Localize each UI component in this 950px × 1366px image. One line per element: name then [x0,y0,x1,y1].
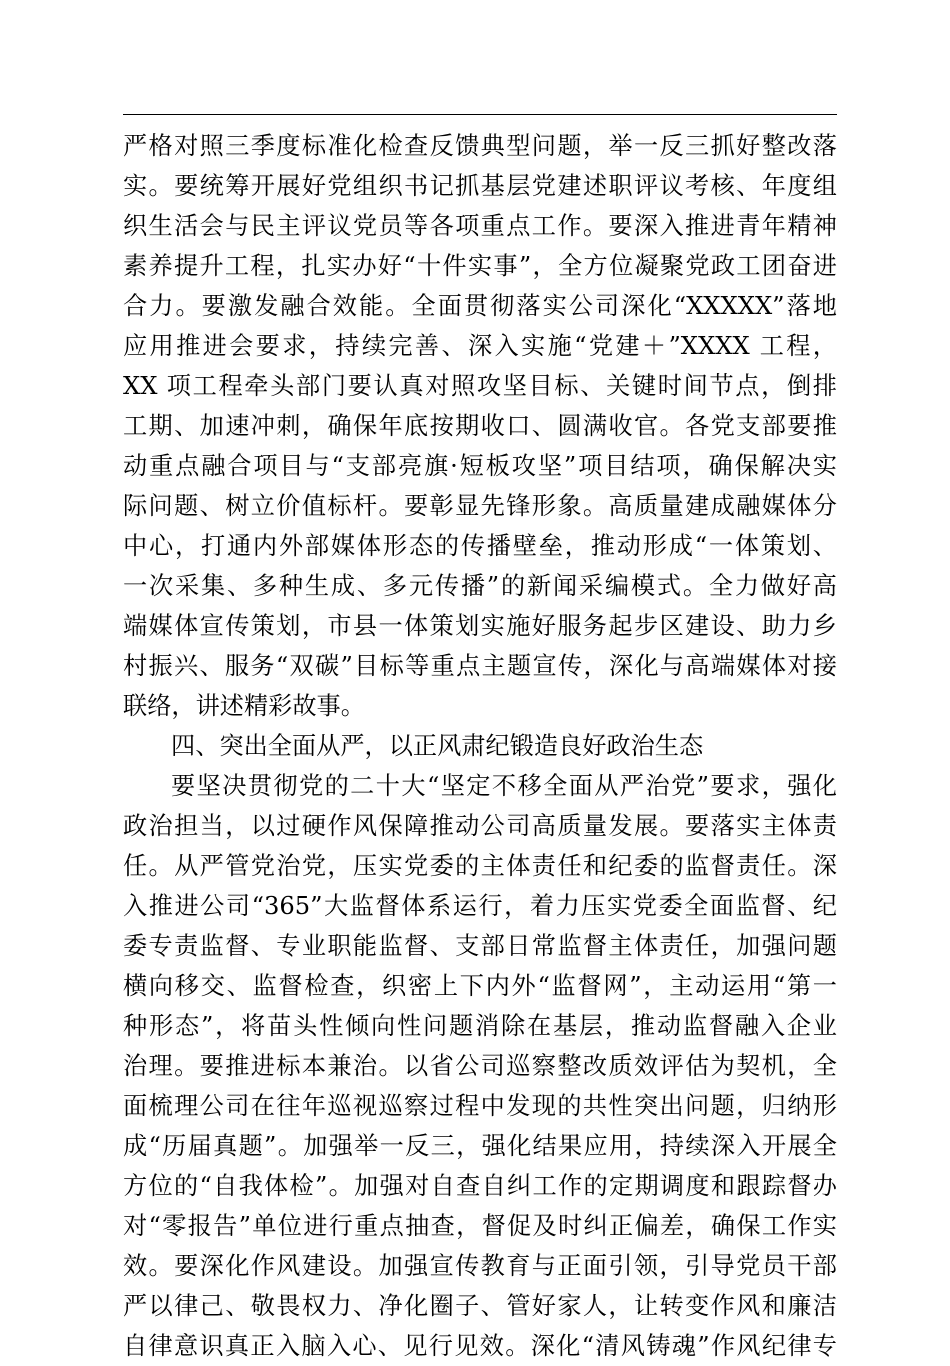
text-line: 种形态”，将苗头性倾向性问题消除在基层，推动监督融入企业 [123,1012,837,1040]
text-line: 素养提升工程，扎实办好“十件实事”，全方位凝聚党政工团奋进 [123,252,837,280]
text-line: XX 项工程牵头部门要认真对照攻坚目标、关键时间节点，倒排 [123,372,837,400]
text-line: 中心，打通内外部媒体形态的传播壁垒，推动形成“一体策划、 [123,532,837,560]
text-line: 联络，讲述精彩故事。 [123,692,365,720]
text-line: 一次采集、多种生成、多元传播”的新闻采编模式。全力做好高 [123,572,837,600]
text-line: 端媒体宣传策划，市县一体策划实施好服务起步区建设、助力乡 [123,612,837,640]
text-line: 横向移交、监督检查，织密上下内外“监督网”，主动运用“第一 [123,972,837,1000]
text-line: 政治担当，以过硬作风保障推动公司高质量发展。要落实主体责 [123,812,837,840]
body-text [123,126,837,1366]
text-line: 严格对照三季度标准化检查反馈典型问题，举一反三抓好整改落 [123,132,837,160]
text-line: 入推进公司“365”大监督体系运行，着力压实党委全面监督、纪 [123,892,837,920]
text-line: 实。要统筹开展好党组织书记抓基层党建述职评议考核、年度组 [123,172,837,200]
text-line: 任。从严管党治党，压实党委的主体责任和纪委的监督责任。深 [123,852,837,880]
text-line: 织生活会与民主评议党员等各项重点工作。要深入推进青年精神 [123,212,837,240]
text-line: 村振兴、服务“双碳”目标等重点主题宣传，深化与高端媒体对接 [123,652,837,680]
text-line: 动重点融合项目与“支部亮旗·短板攻坚”项目结项，确保解决实 [123,452,837,480]
text-line: 方位的“自我体检”。加强对自查自纠工作的定期调度和跟踪督办 [123,1172,837,1200]
text-line: 成“历届真题”。加强举一反三，强化结果应用，持续深入开展全 [123,1132,837,1160]
section-heading: 四、突出全面从严，以正风肃纪锻造良好政治生态 [171,732,704,760]
text-line: 自律意识真正入脑入心、见行见效。深化“清风铸魂”作风纪律专 [123,1332,837,1360]
text-line: 委专责监督、专业职能监督、支部日常监督主体责任，加强问题 [123,932,837,960]
text-line: 应用推进会要求，持续完善、深入实施“党建＋”XXXX 工程， [123,332,837,360]
text-line: 对“零报告”单位进行重点抽查，督促及时纠正偏差，确保工作实 [123,1212,837,1240]
text-line: 效。要深化作风建设。加强宣传教育与正面引领，引导党员干部 [123,1252,837,1280]
text-line: 要坚决贯彻党的二十大“坚定不移全面从严治党”要求，强化 [171,772,837,800]
text-line: 面梳理公司在往年巡视巡察过程中发现的共性突出问题，归纳形 [123,1092,837,1120]
text-line: 治理。要推进标本兼治。以省公司巡察整改质效评估为契机，全 [123,1052,837,1080]
text-line: 严以律己、敬畏权力、净化圈子、管好家人，让转变作风和廉洁 [123,1292,837,1320]
header-rule [123,114,837,115]
text-line: 合力。要激发融合效能。全面贯彻落实公司深化“XXXXX”落地 [123,292,837,320]
text-line: 际问题、树立价值标杆。要彰显先锋形象。高质量建成融媒体分 [123,492,837,520]
text-line: 工期、加速冲刺，确保年底按期收口、圆满收官。各党支部要推 [123,412,837,440]
